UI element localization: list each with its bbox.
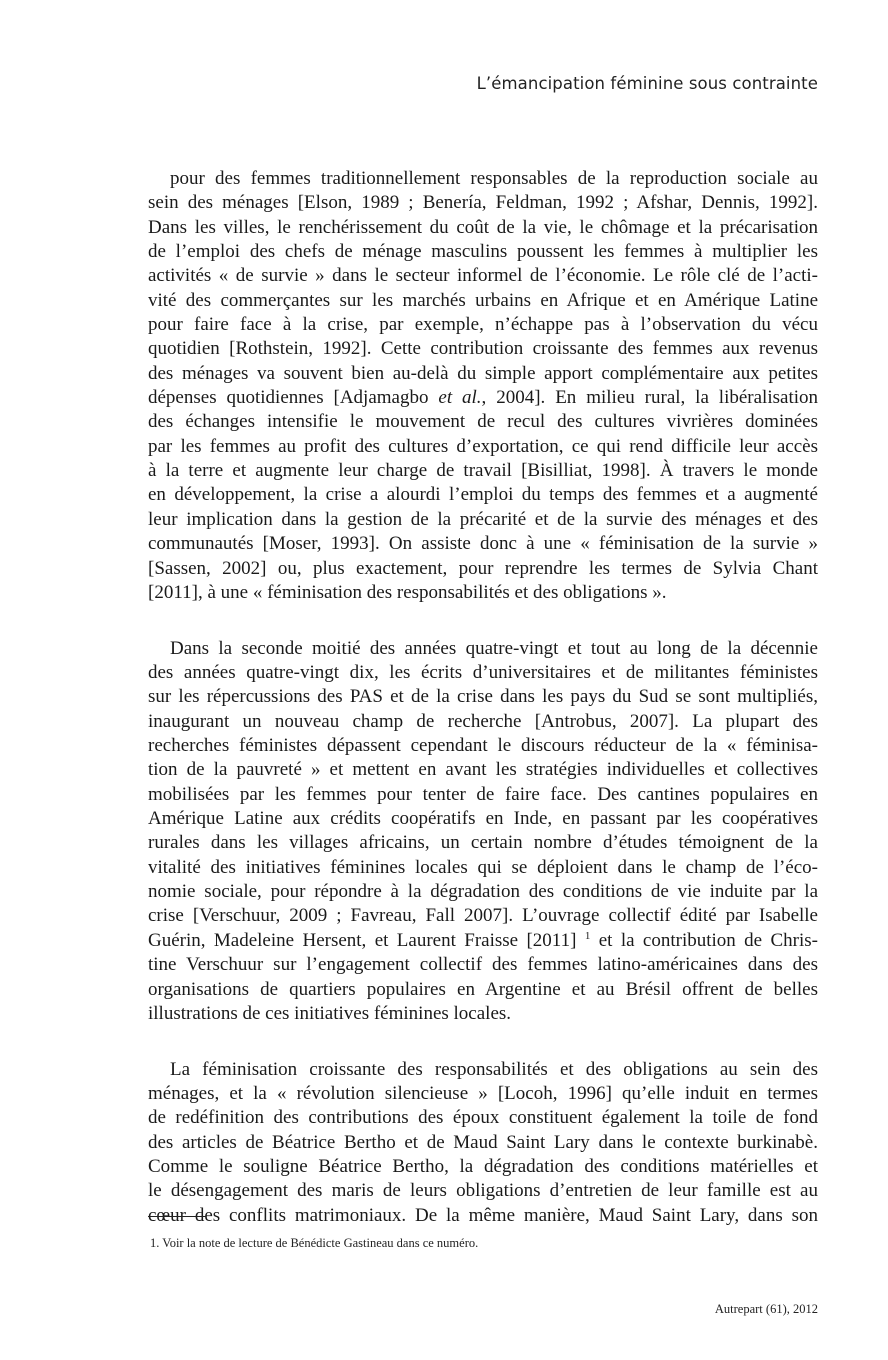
- paragraph: [148, 167, 818, 605]
- italic-text: et al.: [438, 387, 482, 409]
- paragraph: [148, 1058, 818, 1228]
- text-line: des ménages va souvent bien au-delà du simple apport complémentaire aux petites: [148, 362, 818, 384]
- footnote-divider: [148, 1216, 206, 1217]
- text-line: à la terre et augmente leur charge de travail [Bisilliat, 1998]. À travers le monde: [148, 460, 818, 482]
- running-header: L’émancipation féminine sous contrainte: [476, 74, 818, 93]
- text-line: [2011], à une « féminisation des responsabilités et des obligations ».: [148, 581, 667, 603]
- text-line: rurales dans les villages africains, un certain nombre d’études témoignent de la: [148, 832, 818, 854]
- text-line: nomie sociale, pour répondre à la dégradation des conditions de vie induite par la: [148, 881, 818, 903]
- text-line: le désengagement des maris de leurs obligations d’entretien de leur famille est au: [148, 1180, 818, 1202]
- text-line: tion de la pauvreté » et mettent en avant les stratégies individuelles et collectives: [148, 759, 818, 781]
- text-line: par les femmes au profit des cultures d’exportation, ce qui rend difficile leur accès: [148, 435, 818, 457]
- footnote-ref: 1: [584, 929, 591, 942]
- text-line: de redéfinition des contributions des époux constituent également la toile de fond: [148, 1107, 818, 1129]
- text-line: vitalité des initiatives féminines locales qui se déploient dans le champ de l’éco-: [148, 856, 818, 878]
- text-line: mobilisées par les femmes pour tenter de faire face. Des cantines populaires en: [148, 783, 818, 805]
- text-line: en développement, la crise a alourdi l’emploi du temps des femmes et a augmenté: [148, 484, 818, 506]
- text-line: crise [Verschuur, 2009 ; Favreau, Fall 2007]. L’ouvrage collectif édité par Isabelle: [148, 905, 818, 927]
- text-line: organisations de quartiers populaires en Argentine et au Brésil offrent de belles: [148, 978, 818, 1000]
- text-line: [Sassen, 2002] ou, plus exactement, pour reprendre les termes de Sylvia Chant: [148, 557, 818, 579]
- body-text: [148, 167, 818, 1260]
- text-line: de l’emploi des chefs de ménage masculins poussent les femmes à multiplier les: [148, 241, 818, 263]
- text-line: Dans la seconde moitié des années quatre-vingt et tout au long de la décennie: [170, 637, 818, 659]
- text-line: Comme le souligne Béatrice Bertho, la dégradation des conditions matérielles et: [148, 1156, 818, 1178]
- text-line: vité des commerçantes sur les marchés urbains en Afrique et en Amérique Latine: [148, 289, 818, 311]
- text-line: communautés [Moser, 1993]. On assiste donc à une « féminisation de la survie »: [148, 533, 818, 555]
- text-line: sein des ménages [Elson, 1989 ; Benería, Feldman, 1992 ; Afshar, Dennis, 1992].: [148, 192, 818, 214]
- text-line: cœur des conflits matrimoniaux. De la même manière, Maud Saint Lary, dans son: [148, 1204, 818, 1226]
- text-line: quotidien [Rothstein, 1992]. Cette contribution croissante des femmes aux revenus: [148, 338, 818, 360]
- text-line: des articles de Béatrice Bertho et de Maud Saint Lary dans le contexte burkinabè.: [148, 1131, 818, 1153]
- text-line: des échanges intensifie le mouvement de recul des cultures vivrières dominées: [148, 411, 818, 433]
- text-line: des années quatre-vingt dix, les écrits d’universitaires et de militantes féministes: [148, 662, 818, 684]
- text-line: activités « de survie » dans le secteur informel de l’économie. Le rôle clé de l’acti-: [148, 265, 818, 287]
- text-line: tine Verschuur sur l’engagement collectif des femmes latino-américaines dans des: [148, 954, 818, 976]
- text-line: [148, 386, 818, 410]
- footnote: 1. Voir la note de lecture de Bénédicte Gastineau dans ce numéro.: [150, 1236, 479, 1250]
- text-segment: , 2004]. En milieu rural, la libéralisation: [481, 387, 818, 409]
- text-line: ménages, et la « révolution silencieuse » [Locoh, 1996] qu’elle induit en termes: [148, 1083, 818, 1105]
- text-line: Dans les villes, le renchérissement du coût de la vie, le chômage et la précarisation: [148, 216, 818, 238]
- text-line: illustrations de ces initiatives féminines locales.: [148, 1002, 512, 1024]
- text-line: inaugurant un nouveau champ de recherche [Antrobus, 2007]. La plupart des: [148, 710, 818, 732]
- text-line: recherches féministes dépassent cependant le discours réducteur de la « féminisa-: [148, 735, 818, 757]
- text-line: pour faire face à la crise, par exemple, n’échappe pas à l’observation du vécu: [148, 314, 818, 336]
- text-line: sur les répercussions des PAS et de la crise dans les pays du Sud se sont multipliés,: [148, 686, 818, 708]
- text-line: leur implication dans la gestion de la précarité et de la survie des ménages et des: [148, 508, 818, 530]
- text-segment: Guérin, Madeleine Hersent, et Laurent Fraisse [2011]: [148, 929, 585, 951]
- text-segment: dépenses quotidiennes [Adjamagbo: [148, 387, 439, 409]
- paragraph: [148, 637, 818, 1027]
- text-line: Amérique Latine aux crédits coopératifs en Inde, en passant par les coopératives: [148, 808, 818, 830]
- text-line: La féminisation croissante des responsabilités et des obligations au sein des: [170, 1058, 818, 1080]
- text-segment: et la contribution de Chris-: [590, 929, 819, 951]
- journal-footer: Autrepart (61), 2012: [714, 1302, 818, 1316]
- text-line: [148, 929, 818, 953]
- text-line: pour des femmes traditionnellement responsables de la reproduction sociale au: [170, 168, 818, 189]
